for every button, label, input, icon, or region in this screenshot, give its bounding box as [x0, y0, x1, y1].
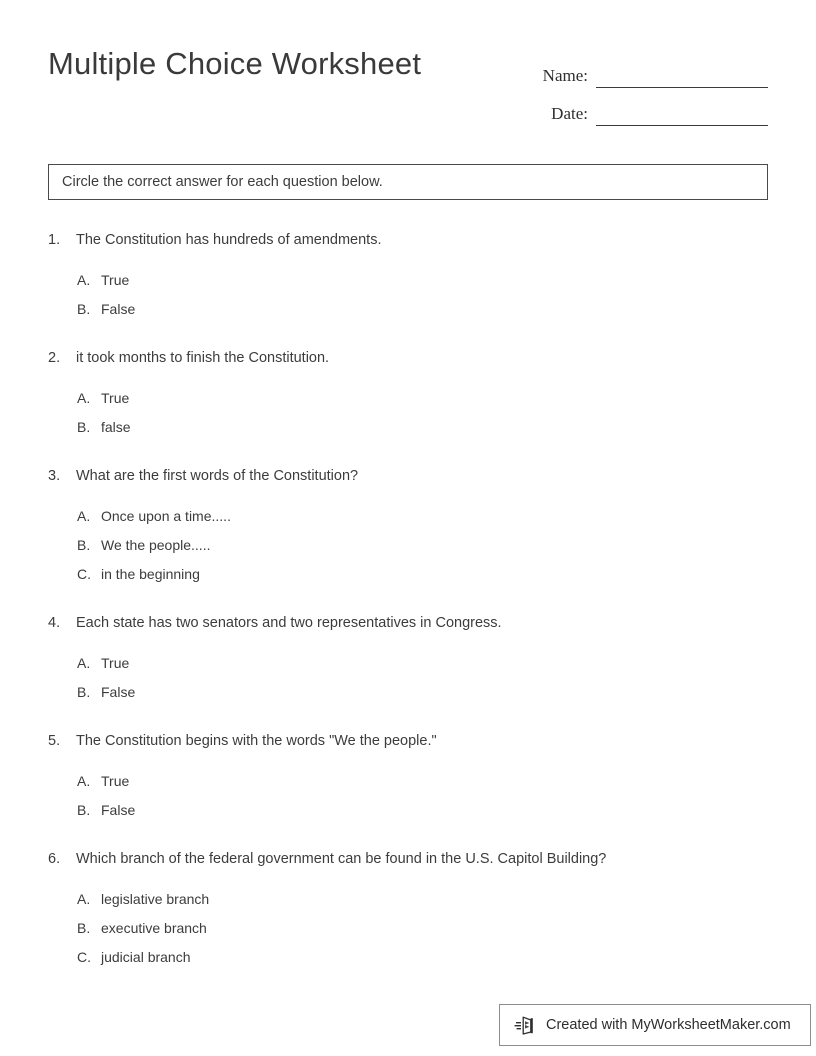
option-letter: B.: [77, 802, 91, 818]
page-title: Multiple Choice Worksheet: [48, 46, 422, 81]
question-block: [48, 349, 768, 436]
option-letter: B.: [77, 684, 91, 700]
question-number: 1.: [48, 232, 61, 248]
question-text: Which branch of the federal government can be found in the U.S. Capitol Building?: [76, 851, 607, 867]
question-text: Each state has two senators and two representatives in Congress.: [76, 615, 502, 631]
student-info-fields: [518, 50, 768, 126]
answer-option[interactable]: [77, 389, 768, 407]
option-letter: A.: [77, 508, 91, 524]
answer-option[interactable]: [77, 536, 768, 554]
question-text: The Constitution begins with the words "We the people.": [76, 733, 437, 749]
option-letter: C.: [77, 566, 91, 582]
answer-options: [48, 507, 768, 583]
instruction-box: [48, 164, 768, 200]
question-block: [48, 467, 768, 583]
answer-options: [48, 654, 768, 701]
option-text: True: [101, 773, 130, 789]
question-number: 5.: [48, 733, 61, 749]
option-text: in the beginning: [101, 566, 200, 582]
option-text: False: [101, 684, 136, 700]
option-text: We the people.....: [101, 537, 211, 553]
question-line: [48, 732, 768, 751]
question-text: The Constitution has hundreds of amendments.: [76, 232, 382, 248]
option-text: True: [101, 272, 130, 288]
answer-option[interactable]: [77, 801, 768, 819]
option-letter: B.: [77, 537, 91, 553]
option-text: judicial branch: [101, 949, 191, 965]
option-letter: A.: [77, 390, 91, 406]
answer-options: [48, 890, 768, 966]
answer-option[interactable]: [77, 300, 768, 318]
question-block: [48, 614, 768, 701]
option-letter: A.: [77, 891, 91, 907]
option-text: False: [101, 301, 136, 317]
date-field-row: [518, 88, 768, 126]
option-text: executive branch: [101, 920, 207, 936]
option-text: True: [101, 655, 130, 671]
footer-credit-text: Created with MyWorksheetMaker.com: [546, 1017, 791, 1033]
question-text: What are the first words of the Constitution?: [76, 468, 359, 484]
answer-options: [48, 271, 768, 318]
name-field-label: Name:: [542, 66, 588, 85]
answer-option[interactable]: [77, 418, 768, 436]
option-text: True: [101, 390, 130, 406]
questions-list: [48, 231, 768, 997]
answer-option[interactable]: [77, 507, 768, 525]
answer-option[interactable]: [77, 948, 768, 966]
option-letter: C.: [77, 949, 91, 965]
answer-option[interactable]: [77, 772, 768, 790]
answer-options: [48, 772, 768, 819]
answer-option[interactable]: [77, 271, 768, 289]
answer-option[interactable]: [77, 683, 768, 701]
instruction-text: Circle the correct answer for each question below.: [62, 174, 383, 190]
answer-option[interactable]: [77, 890, 768, 908]
question-number: 2.: [48, 350, 61, 366]
question-line: [48, 231, 768, 250]
worksheet-maker-logo-icon: [514, 1013, 538, 1037]
option-letter: B.: [77, 301, 91, 317]
worksheet-header: [48, 44, 768, 124]
date-field-label: Date:: [551, 104, 588, 123]
question-number: 4.: [48, 615, 61, 631]
option-text: False: [101, 802, 136, 818]
answer-option[interactable]: [77, 919, 768, 937]
question-line: [48, 349, 768, 368]
question-number: 6.: [48, 851, 61, 867]
question-block: [48, 850, 768, 966]
name-field-row: [518, 50, 768, 88]
option-letter: B.: [77, 920, 91, 936]
question-line: [48, 614, 768, 633]
option-text: legislative branch: [101, 891, 210, 907]
option-text: false: [101, 419, 131, 435]
footer-credit-badge[interactable]: [499, 1004, 811, 1046]
option-text: Once upon a time.....: [101, 508, 231, 524]
question-block: [48, 231, 768, 318]
date-field-input[interactable]: [596, 103, 768, 126]
option-letter: A.: [77, 773, 91, 789]
question-number: 3.: [48, 468, 61, 484]
answer-option[interactable]: [77, 654, 768, 672]
question-block: [48, 732, 768, 819]
answer-option[interactable]: [77, 565, 768, 583]
question-text: it took months to finish the Constitution.: [76, 350, 330, 366]
question-line: [48, 850, 768, 869]
option-letter: A.: [77, 272, 91, 288]
name-field-input[interactable]: [596, 65, 768, 88]
question-line: [48, 467, 768, 486]
answer-options: [48, 389, 768, 436]
option-letter: A.: [77, 655, 91, 671]
option-letter: B.: [77, 419, 91, 435]
